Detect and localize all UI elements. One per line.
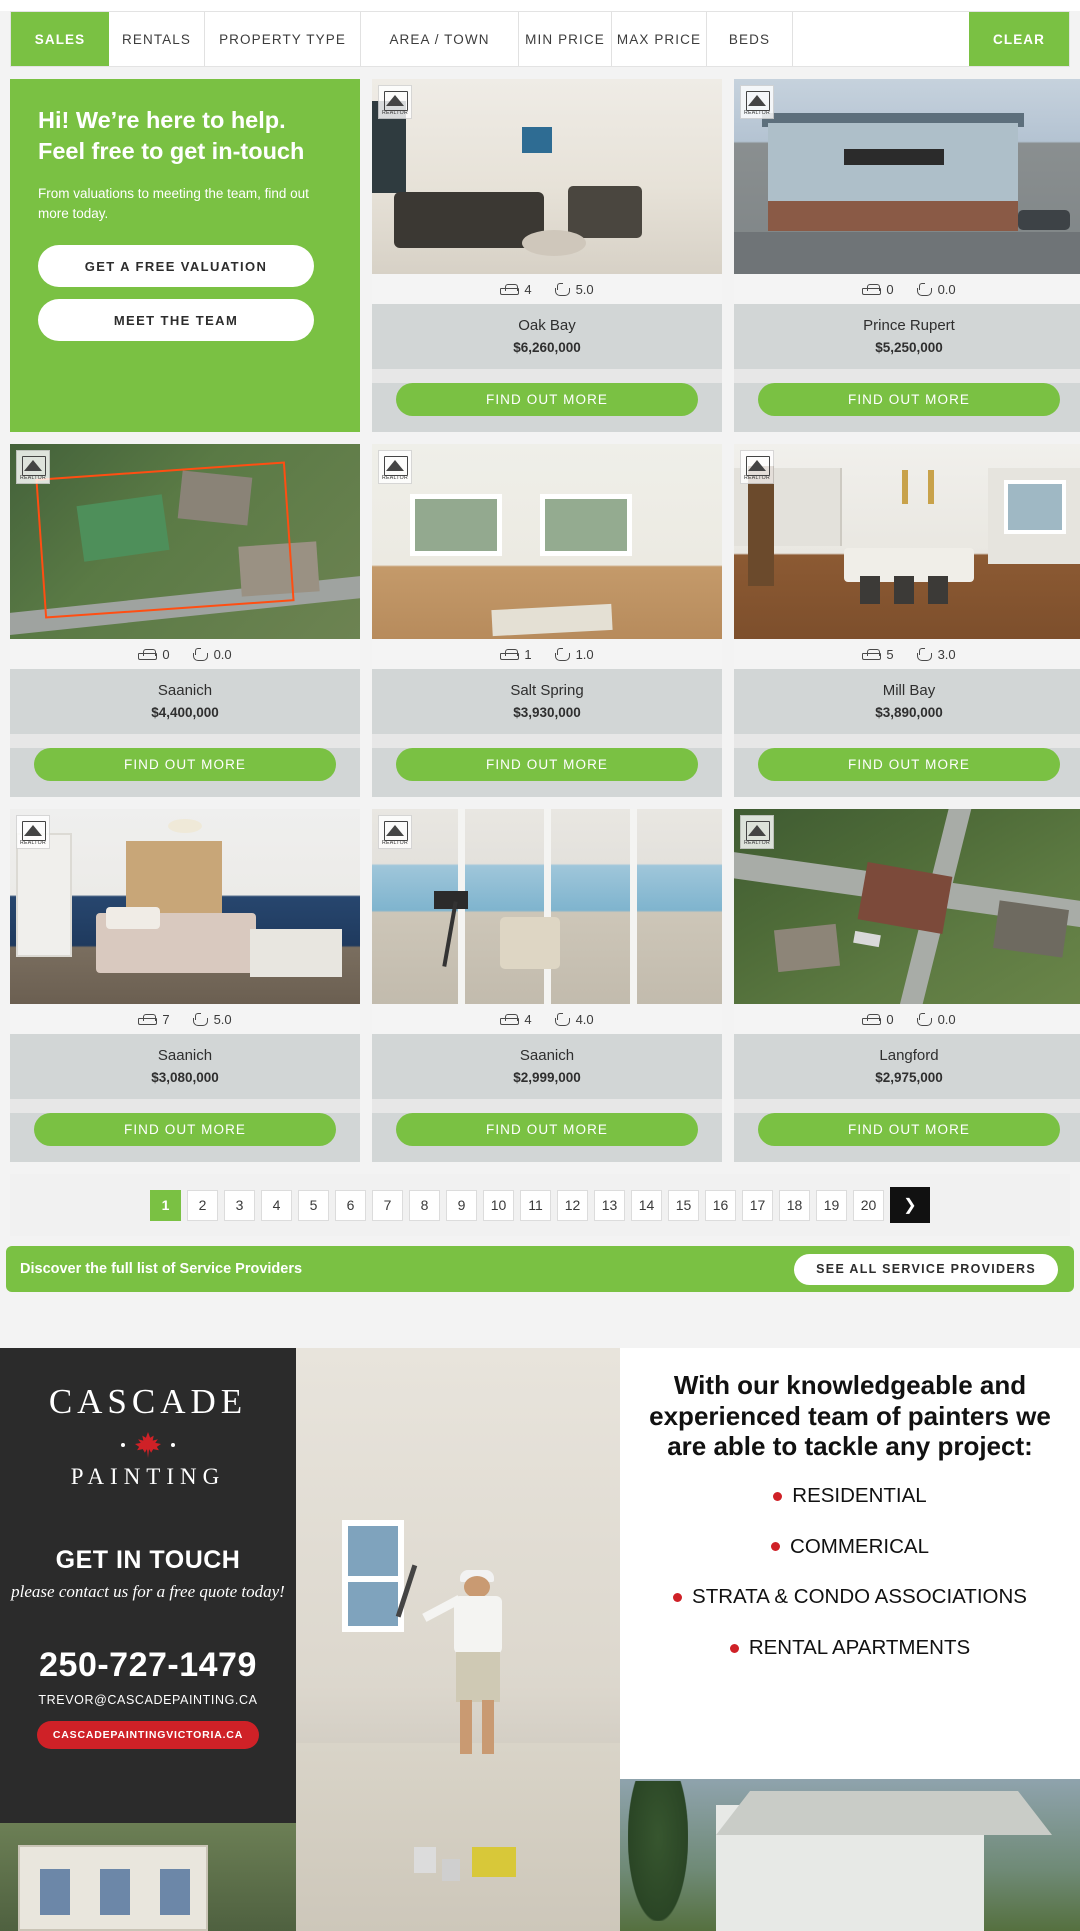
listing-cta-wrap: [10, 1113, 360, 1162]
listing-town: Saanich: [157, 682, 213, 699]
listing-card[interactable]: [372, 79, 722, 432]
ad-brand-name: CASCADE: [48, 1382, 248, 1421]
listing-photo[interactable]: [10, 809, 360, 1004]
listing-meta: [734, 1004, 1080, 1034]
ad-service-label: COMMERICAL: [790, 1534, 929, 1558]
pagination-page[interactable]: 2: [187, 1190, 218, 1221]
bed-icon: [500, 649, 517, 660]
ad-website-button[interactable]: CASCADEPAINTINGVICTORIA.CA: [37, 1721, 259, 1749]
bed-count: 7: [162, 1011, 170, 1027]
bed-icon: [862, 1014, 879, 1025]
listing-info: [372, 669, 722, 734]
listing-photo[interactable]: [372, 79, 722, 274]
listing-info: [734, 304, 1080, 369]
meet-the-team-button[interactable]: MEET THE TEAM: [38, 299, 314, 341]
advertisement-banner[interactable]: [0, 1348, 1080, 1931]
bath-count: 3.0: [937, 646, 956, 662]
listing-cta-wrap: [734, 1113, 1080, 1162]
ad-tree-decoration: [628, 1781, 688, 1921]
ad-service-item: [620, 1484, 1080, 1509]
find-out-more-button[interactable]: FIND OUT MORE: [758, 1113, 1060, 1146]
ad-brand-panel: [0, 1348, 296, 1931]
maple-leaf-icon: [135, 1432, 161, 1458]
ad-service-label: STRATA & CONDO ASSOCIATIONS: [692, 1585, 1027, 1609]
pagination-page[interactable]: 15: [668, 1190, 699, 1221]
bullet-dot-icon: [771, 1542, 780, 1551]
filter-tab-rentals[interactable]: RENTALS: [109, 12, 205, 66]
listing-photo-image: [10, 444, 360, 639]
ad-house-photo: [0, 1823, 296, 1931]
bath-icon: [554, 1013, 569, 1026]
bath-count: 1.0: [575, 646, 594, 662]
listing-photo[interactable]: [734, 809, 1080, 1004]
listing-info: [10, 1034, 360, 1099]
listing-meta: [10, 1004, 360, 1034]
listing-cta-wrap: [734, 748, 1080, 797]
bed-icon: [138, 1014, 155, 1025]
listing-town: Oak Bay: [518, 317, 576, 334]
listing-meta: [372, 639, 722, 669]
promo-subtext: From valuations to meeting the team, find out more today.: [38, 186, 309, 221]
ad-leaf-divider: [121, 1432, 175, 1458]
find-out-more-button[interactable]: FIND OUT MORE: [34, 748, 336, 781]
listing-card[interactable]: [10, 444, 360, 797]
ad-service-item: [620, 1585, 1080, 1610]
bed-count: 0: [886, 1011, 894, 1027]
pagination-page[interactable]: 18: [779, 1190, 810, 1221]
get-free-valuation-button[interactable]: GET A FREE VALUATION: [38, 245, 314, 287]
pagination-page[interactable]: 16: [705, 1190, 736, 1221]
pagination-page[interactable]: 4: [261, 1190, 292, 1221]
listing-price: $2,975,000: [875, 1070, 943, 1085]
bath-count: 5.0: [575, 281, 594, 297]
filter-tab-beds[interactable]: BEDS: [707, 12, 793, 66]
listing-photo[interactable]: [372, 809, 722, 1004]
bed-icon: [862, 284, 879, 295]
pagination-page[interactable]: 20: [853, 1190, 884, 1221]
realtor-badge-icon: REALTOR: [16, 450, 50, 484]
pagination-page[interactable]: 8: [409, 1190, 440, 1221]
realtor-badge-icon: REALTOR: [378, 815, 412, 849]
bullet-dot-icon: [773, 1492, 782, 1501]
bullet-dot-icon: [730, 1644, 739, 1653]
listing-price: $3,080,000: [151, 1070, 219, 1085]
listing-meta: [734, 274, 1080, 304]
listing-cta-wrap: [372, 1113, 722, 1162]
bath-icon: [916, 1013, 931, 1026]
bath-count: 0.0: [213, 646, 232, 662]
pagination-page[interactable]: 10: [483, 1190, 514, 1221]
bed-count: 0: [162, 646, 170, 662]
bed-icon: [500, 1014, 517, 1025]
listing-info: [10, 669, 360, 734]
pagination-page[interactable]: 17: [742, 1190, 773, 1221]
clear-filters-button[interactable]: CLEAR: [969, 12, 1069, 66]
find-out-more-button[interactable]: FIND OUT MORE: [34, 1113, 336, 1146]
pagination-page[interactable]: 3: [224, 1190, 255, 1221]
bath-icon: [554, 283, 569, 296]
ad-contact-line: please contact us for a free quote today!: [11, 1582, 285, 1601]
realtor-badge-icon: REALTOR: [16, 815, 50, 849]
ad-house-exterior-photo: [620, 1779, 1080, 1931]
filter-tab-property-type[interactable]: PROPERTY TYPE: [205, 12, 361, 66]
listing-price: $6,260,000: [513, 340, 581, 355]
bath-icon: [192, 1013, 207, 1026]
contact-promo-card: [10, 79, 360, 432]
pagination-page[interactable]: 12: [557, 1190, 588, 1221]
filter-tab-max-price[interactable]: MAX PRICE: [612, 12, 707, 66]
pagination-next-icon[interactable]: ❯: [890, 1187, 930, 1223]
property-filter-bar: [10, 11, 1070, 67]
bath-count: 4.0: [575, 1011, 594, 1027]
listing-price: $3,890,000: [875, 705, 943, 720]
ad-painter-photo: [296, 1348, 620, 1931]
service-providers-text: Discover the full list of Service Providers: [20, 1261, 303, 1277]
listing-info: [372, 304, 722, 369]
listing-photo[interactable]: [734, 79, 1080, 274]
bed-count: 5: [886, 646, 894, 662]
pagination-page[interactable]: 19: [816, 1190, 847, 1221]
listing-price: $4,400,000: [151, 705, 219, 720]
listing-photo[interactable]: [734, 444, 1080, 639]
listing-cta-wrap: [372, 383, 722, 432]
ad-copy-panel: [620, 1348, 1080, 1931]
listing-photo-image: [372, 444, 722, 639]
listing-town: Salt Spring: [510, 682, 584, 699]
ad-email-address[interactable]: TREVOR@CASCADEPAINTING.CA: [38, 1692, 258, 1707]
bath-icon: [916, 648, 931, 661]
find-out-more-button[interactable]: FIND OUT MORE: [758, 383, 1060, 416]
listing-meta: [734, 639, 1080, 669]
listing-meta: [10, 639, 360, 669]
listing-town: Saanich: [157, 1047, 213, 1064]
find-out-more-button[interactable]: FIND OUT MORE: [396, 1113, 698, 1146]
listing-card[interactable]: [372, 444, 722, 797]
ad-service-label: RESIDENTIAL: [792, 1484, 927, 1508]
listing-price: $2,999,000: [513, 1070, 581, 1085]
realtor-badge-icon: REALTOR: [378, 85, 412, 119]
listing-photo-image: [372, 79, 722, 274]
pagination-page[interactable]: 7: [372, 1190, 403, 1221]
realtor-badge-icon: REALTOR: [740, 85, 774, 119]
bath-count: 5.0: [213, 1011, 232, 1027]
find-out-more-button[interactable]: FIND OUT MORE: [396, 383, 698, 416]
listing-photo-image: [734, 79, 1080, 274]
ad-headline: With our knowledgeable and experienced team of painters we are able to tackle any project:: [649, 1370, 1051, 1462]
listing-cta-wrap: [372, 748, 722, 797]
pagination-page[interactable]: 14: [631, 1190, 662, 1221]
listing-photo[interactable]: [372, 444, 722, 639]
ad-get-in-touch-heading: GET IN TOUCH: [55, 1546, 241, 1574]
listing-info: [372, 1034, 722, 1099]
listing-town: Langford: [879, 1047, 939, 1064]
pagination-page[interactable]: 6: [335, 1190, 366, 1221]
listing-meta: [372, 1004, 722, 1034]
bed-count: 0: [886, 281, 894, 297]
bed-icon: [500, 284, 517, 295]
find-out-more-button[interactable]: FIND OUT MORE: [758, 748, 1060, 781]
listing-photo-image: [372, 809, 722, 1004]
filter-tab-area-town[interactable]: AREA / TOWN: [361, 12, 519, 66]
promo-heading: Hi! We’re here to help. Feel free to get in-touch: [38, 107, 305, 164]
bed-count: 4: [524, 1011, 532, 1027]
listing-card[interactable]: [734, 79, 1080, 432]
service-providers-banner: [6, 1246, 1074, 1292]
listing-card[interactable]: [734, 444, 1080, 797]
listing-town: Saanich: [519, 1047, 575, 1064]
bed-icon: [138, 649, 155, 660]
filter-tab-min-price[interactable]: MIN PRICE: [519, 12, 612, 66]
see-all-service-providers-button[interactable]: SEE ALL SERVICE PROVIDERS: [794, 1254, 1058, 1285]
listing-price: $5,250,000: [875, 340, 943, 355]
listing-card[interactable]: [10, 809, 360, 1162]
filter-tab-sales[interactable]: SALES: [11, 12, 109, 66]
listing-cta-wrap: [10, 748, 360, 797]
pagination-page[interactable]: 11: [520, 1190, 551, 1221]
ad-service-item: [620, 1636, 1080, 1661]
bath-count: 0.0: [937, 281, 956, 297]
listing-photo-image: [734, 809, 1080, 1004]
listing-info: [734, 669, 1080, 734]
ad-services-list: [620, 1484, 1080, 1660]
realtor-badge-icon: REALTOR: [740, 450, 774, 484]
bed-count: 4: [524, 281, 532, 297]
listing-town: Prince Rupert: [863, 317, 955, 334]
pagination-page[interactable]: 9: [446, 1190, 477, 1221]
pagination-page[interactable]: 5: [298, 1190, 329, 1221]
bed-count: 1: [524, 646, 532, 662]
ad-service-item: [620, 1535, 1080, 1560]
ad-service-label: RENTAL APARTMENTS: [748, 1635, 971, 1659]
listing-card[interactable]: [734, 809, 1080, 1162]
listing-cta-wrap: [734, 383, 1080, 432]
bath-icon: [192, 648, 207, 661]
listing-meta: [372, 274, 722, 304]
pagination-page[interactable]: 1: [150, 1190, 181, 1221]
listing-town: Mill Bay: [882, 682, 936, 699]
realtor-badge-icon: REALTOR: [378, 450, 412, 484]
ad-brand-subname: PAINTING: [70, 1464, 226, 1489]
bed-icon: [862, 649, 879, 660]
listing-photo[interactable]: [10, 444, 360, 639]
find-out-more-button[interactable]: FIND OUT MORE: [396, 748, 698, 781]
listings-grid: [0, 67, 1080, 1162]
ad-phone-number[interactable]: 250-727-1479: [39, 1645, 257, 1684]
pagination: [10, 1174, 1070, 1236]
realtor-badge-icon: REALTOR: [740, 815, 774, 849]
bath-icon: [916, 283, 931, 296]
page-root: [0, 11, 1080, 1931]
bath-count: 0.0: [937, 1011, 956, 1027]
bath-icon: [554, 648, 569, 661]
listing-photo-image: [10, 809, 360, 1004]
bullet-dot-icon: [673, 1593, 682, 1602]
listing-price: $3,930,000: [513, 705, 581, 720]
listing-photo-image: [734, 444, 1080, 639]
listing-card[interactable]: [372, 809, 722, 1162]
pagination-page[interactable]: 13: [594, 1190, 625, 1221]
listing-info: [734, 1034, 1080, 1099]
